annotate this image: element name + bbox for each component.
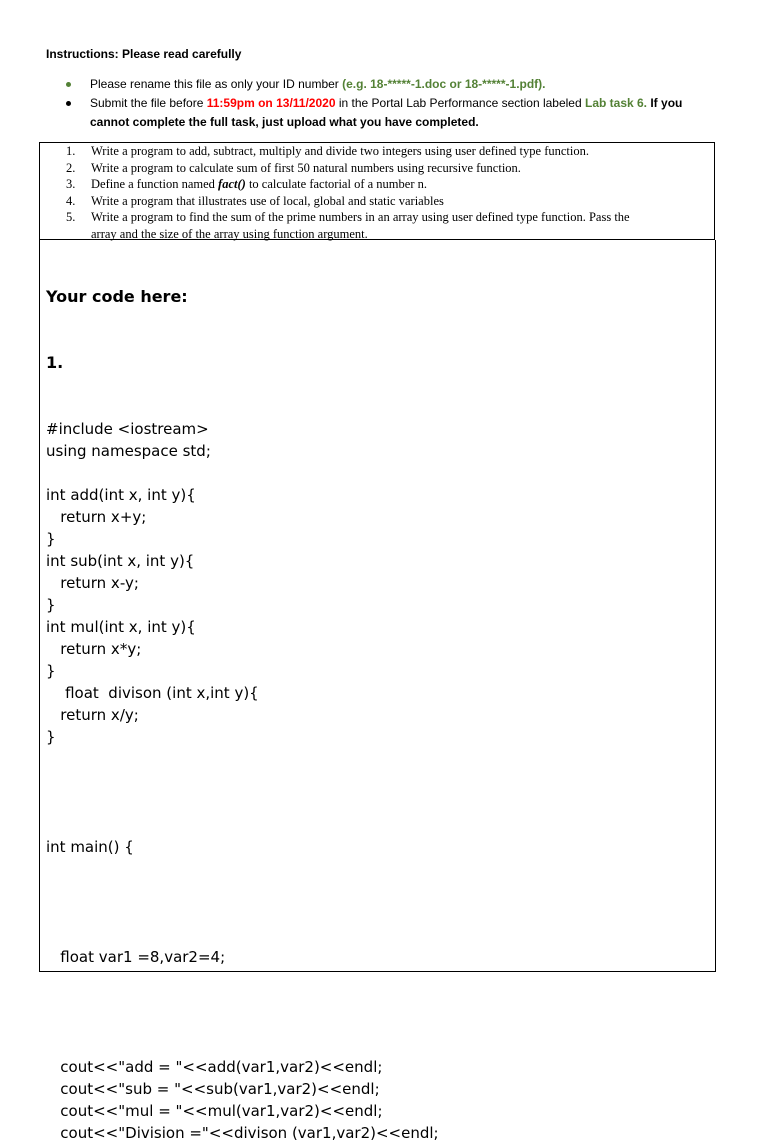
code-line: int add(int x, int y){ (46, 486, 196, 504)
task-item (40, 143, 714, 160)
code-line (46, 902, 439, 924)
instruction-bullets (66, 75, 726, 132)
task-text-continued: array and the size of the array using function argument. (91, 226, 368, 241)
task-number: 1. (66, 144, 76, 158)
code-line (46, 968, 439, 990)
task-list-box (39, 142, 715, 240)
bullet-submit-prefix: Submit the file before (90, 96, 207, 110)
code-line: cout<<"sub = "<<sub(var1,var2)<<endl; (46, 1080, 380, 1098)
function-name: fact() (218, 177, 246, 191)
code-line: int main() { (46, 838, 134, 856)
task-text-after: to calculate factorial of a number n. (245, 177, 427, 191)
code-line: cout<<"add = "<<add(var1,var2)<<endl; (46, 1058, 383, 1076)
task-item (40, 176, 714, 193)
code-line: } (46, 530, 56, 548)
code-line: } (46, 662, 56, 680)
task-number: 4. (66, 193, 76, 208)
bullet-rename-text: Please rename this file as only your ID number (90, 77, 343, 91)
code-line (46, 990, 439, 1012)
lab-task-label: Lab task 6. (584, 96, 648, 110)
code-line (46, 1034, 439, 1056)
deadline-text: 11:59pm on 13/11/2020 (206, 96, 336, 110)
instructions-heading: Instructions: Please read carefully (46, 47, 242, 61)
code-line: float divison (int x,int y){ (46, 684, 259, 702)
code-line: #include <iostream> (46, 420, 209, 438)
code-line (46, 748, 439, 770)
code-line: int mul(int x, int y){ (46, 618, 196, 636)
task-number: 3. (66, 177, 76, 191)
code-line: cout<<"mul = "<<mul(var1,var2)<<endl; (46, 1102, 383, 1120)
code-line (46, 880, 439, 902)
bullet-submit-suffix-line2: cannot complete the full task, just upload what you have completed. (90, 115, 479, 129)
task-text: Write a program to find the sum of the prime numbers in an array using user defined type function. Pass the (91, 210, 630, 224)
bullet-rename (66, 75, 726, 94)
task-text: Write a program to calculate sum of first 50 natural numbers using recursive function. (91, 160, 521, 175)
code-line: return x-y; (46, 574, 139, 592)
task-item (40, 209, 714, 242)
bullet-submit (66, 94, 726, 132)
code-line (46, 770, 439, 792)
code-line (46, 858, 439, 880)
code-line (46, 814, 439, 836)
code-line: } (46, 728, 56, 746)
task-number: 5. (66, 210, 76, 224)
code-line: return x/y; (46, 706, 139, 724)
code-answer-number: 1. (46, 353, 64, 372)
code-line: return x*y; (46, 640, 142, 658)
task-text-before: Define a function named (91, 177, 219, 191)
code-line: } (46, 596, 56, 614)
task-number: 2. (66, 160, 76, 175)
green-bullet-icon (66, 82, 71, 87)
code-line: int sub(int x, int y){ (46, 552, 195, 570)
task-item (40, 193, 714, 210)
bullet-submit-suffix: If you (647, 96, 683, 110)
black-bullet-icon (66, 101, 71, 106)
task-text: Write a program to add, subtract, multiply and divide two integers using user defined type function. (91, 144, 589, 158)
code-line (46, 462, 439, 484)
code-line: using namespace std; (46, 442, 211, 460)
code-line: cout<<"Division ="<<divison (var1,var2)<<endl; (46, 1124, 439, 1142)
code-line: float var1 =8,var2=4; (46, 948, 226, 966)
code-block (46, 242, 439, 1144)
task-text: Write a program that illustrates use of local, global and static variables (91, 193, 444, 208)
bullet-submit-middle: in the Portal Lab Performance section labeled (335, 96, 585, 110)
code-line (46, 792, 439, 814)
code-line: return x+y; (46, 508, 147, 526)
code-title: Your code here: (46, 287, 188, 306)
code-line (46, 924, 439, 946)
task-item (40, 160, 714, 177)
code-line (46, 1012, 439, 1034)
filename-example: (e.g. 18-*****-1.doc or 18-*****-1.pdf). (342, 77, 546, 91)
